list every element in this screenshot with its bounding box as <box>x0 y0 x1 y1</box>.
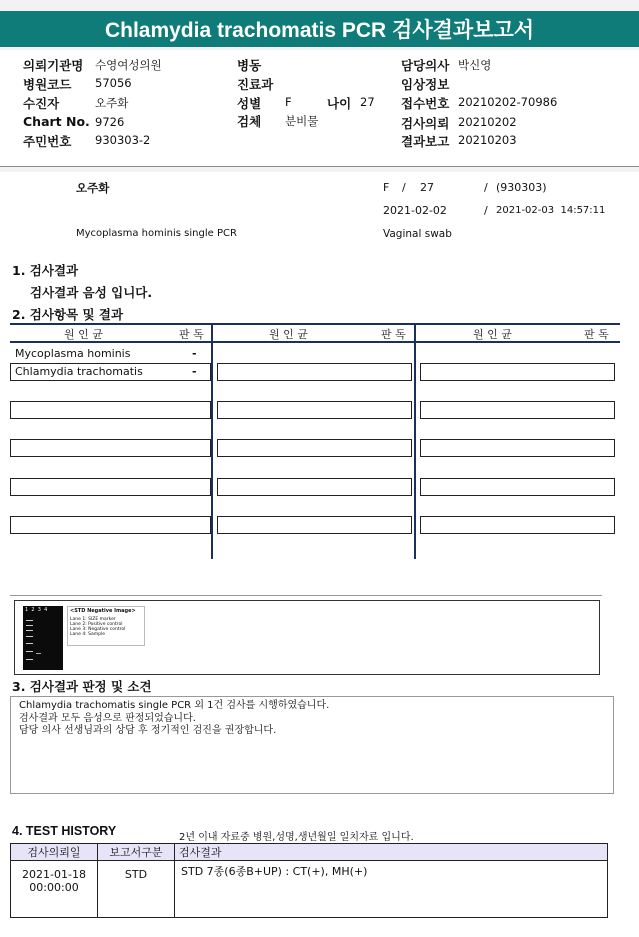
request-date-value: 20210202 <box>458 115 517 129</box>
history-header-type: 보고서구분 <box>98 844 175 861</box>
organism-result: - <box>192 365 197 378</box>
resident-no-value: 930303-2 <box>95 133 151 147</box>
report-date-label: 결과보고 <box>401 134 450 149</box>
summary-sep-1: / <box>402 181 406 194</box>
summary-specimen: Vaginal swab <box>383 228 452 240</box>
doctor-label: 담당의사 <box>401 58 450 73</box>
organism-result: - <box>192 347 197 360</box>
gel-legend-title: <STD Negative Image> <box>70 608 136 614</box>
institution-value: 수영여성의원 <box>95 58 162 72</box>
gel-legend-lane: Lane 4: Sample <box>70 632 105 637</box>
empty-cell <box>420 516 615 534</box>
summary-age: 27 <box>420 181 434 194</box>
col-organism-header-1: 원 인 균 <box>64 328 103 341</box>
section3-heading: 3. 검사결과 판정 및 소견 <box>12 679 152 694</box>
history-header-row <box>11 844 608 861</box>
col-judge-header-2: 판 독 <box>381 328 406 341</box>
col-organism-header-2: 원 인 균 <box>269 328 308 341</box>
marker-band <box>26 651 33 652</box>
age-value: 27 <box>360 95 375 109</box>
report-date-value: 20210203 <box>458 133 517 147</box>
organism-name: Chlamydia trachomatis <box>15 365 143 378</box>
summary-sex: F <box>383 181 390 194</box>
specimen-value: 분비물 <box>285 114 319 128</box>
chart-no-value: 9726 <box>95 115 125 129</box>
section2-heading: 2. 검사항목 및 결과 <box>12 307 124 322</box>
report-title: Chlamydia trachomatis PCR 검사결과보고서 <box>0 11 639 47</box>
empty-cell <box>217 363 412 381</box>
empty-cell <box>420 439 615 457</box>
section1-result-text: 검사결과 음성 입니다. <box>30 285 153 300</box>
opinion-line: 담당 의사 선생님과의 상담 후 정기적인 검진을 권장합니다. <box>19 725 277 736</box>
marker-band <box>26 659 33 660</box>
col-organism-header-3: 원 인 균 <box>473 328 512 341</box>
chart-no-label: Chart No. <box>23 114 90 129</box>
gel-image-panel <box>14 600 600 675</box>
examinee-value: 오주화 <box>95 96 129 110</box>
empty-cell <box>420 363 615 381</box>
marker-band <box>26 630 33 631</box>
summary-sep-2: / <box>484 181 488 194</box>
summary-report-datetime: 2021-02-03 14:57:11 <box>496 205 606 216</box>
marker-band <box>26 643 33 644</box>
result-row <box>10 363 211 381</box>
specimen-label: 검체 <box>237 114 262 129</box>
empty-cell <box>217 401 412 419</box>
empty-cell <box>217 516 412 534</box>
doctor-value: 박신영 <box>458 58 492 72</box>
empty-cell <box>217 439 412 457</box>
table-top-rule <box>10 323 620 325</box>
gel-legend-lane: Lane 1: SIZE marker <box>70 617 116 622</box>
column-divider-2 <box>414 323 416 559</box>
control-band <box>36 653 41 654</box>
empty-cell <box>10 516 211 534</box>
result-row <box>10 345 211 363</box>
marker-band <box>26 636 33 637</box>
sex-value: F <box>285 95 292 109</box>
receipt-no-label: 접수번호 <box>401 96 450 111</box>
col-judge-header-1: 판 독 <box>179 328 204 341</box>
history-date: 2021-01-18 <box>22 868 86 881</box>
history-table <box>10 843 608 918</box>
request-date-label: 검사의뢰 <box>401 116 450 131</box>
clinical-info-label: 임상정보 <box>401 77 450 92</box>
empty-cell <box>10 401 211 419</box>
gel-separator-rule <box>10 595 602 596</box>
summary-sep-3: / <box>484 204 488 217</box>
patient-info-panel <box>0 50 639 167</box>
history-header-result: 검사결과 <box>175 844 608 861</box>
column-divider-1 <box>211 323 213 559</box>
empty-cell <box>420 478 615 496</box>
gel-legend <box>67 606 145 646</box>
empty-cell <box>217 478 412 496</box>
hospital-code-label: 병원코드 <box>23 77 72 92</box>
organism-name: Mycoplasma hominis <box>15 347 131 360</box>
opinion-line: 검사결과 모두 음성으로 판정되었습니다. <box>19 712 196 724</box>
examinee-label: 수진자 <box>23 96 60 111</box>
sex-label: 성별 <box>237 96 262 111</box>
empty-cell <box>10 439 211 457</box>
report-body <box>0 172 639 937</box>
gel-legend-lane: Lane 3: Negative control <box>70 627 126 632</box>
col-judge-header-3: 판 독 <box>584 328 609 341</box>
gel-lane-numbers: 1 2 3 4 <box>25 607 48 613</box>
opinion-box <box>10 696 614 794</box>
summary-test-name: Mycoplasma hominis single PCR <box>76 228 237 239</box>
history-row <box>11 861 608 918</box>
marker-band <box>26 625 33 626</box>
opinion-line: Chlamydia trachomatis single PCR 외 1건 검사를 시행하였습니다. <box>19 700 330 711</box>
summary-birth: (930303) <box>496 181 547 194</box>
age-label: 나이 <box>327 96 352 111</box>
gel-electrophoresis-image <box>23 606 63 670</box>
summary-name: 오주화 <box>76 181 110 195</box>
resident-no-label: 주민번호 <box>23 134 72 149</box>
history-type: STD <box>98 861 175 918</box>
department-label: 진료과 <box>237 77 274 92</box>
section1-heading: 1. 검사결과 <box>12 263 79 278</box>
empty-cell <box>10 478 211 496</box>
history-result: STD 7종(6종B+UP) : CT(+), MH(+) <box>175 861 608 918</box>
ward-label: 병동 <box>237 58 262 73</box>
receipt-no-value: 20210202-70986 <box>458 95 558 109</box>
hospital-code-value: 57056 <box>95 76 132 90</box>
summary-request-date: 2021-02-02 <box>383 204 447 217</box>
history-time: 00:00:00 <box>29 881 79 894</box>
marker-band <box>26 620 33 621</box>
empty-cell <box>420 401 615 419</box>
history-note: 2년 이내 자료중 병원,성명,생년월일 일치자료 입니다. <box>179 832 414 843</box>
gel-legend-lane: Lane 2: Positive control <box>70 622 123 627</box>
history-header-date: 검사의뢰일 <box>11 844 98 861</box>
section4-heading: 4. TEST HISTORY <box>12 824 117 838</box>
institution-label: 의뢰기관명 <box>23 58 84 73</box>
